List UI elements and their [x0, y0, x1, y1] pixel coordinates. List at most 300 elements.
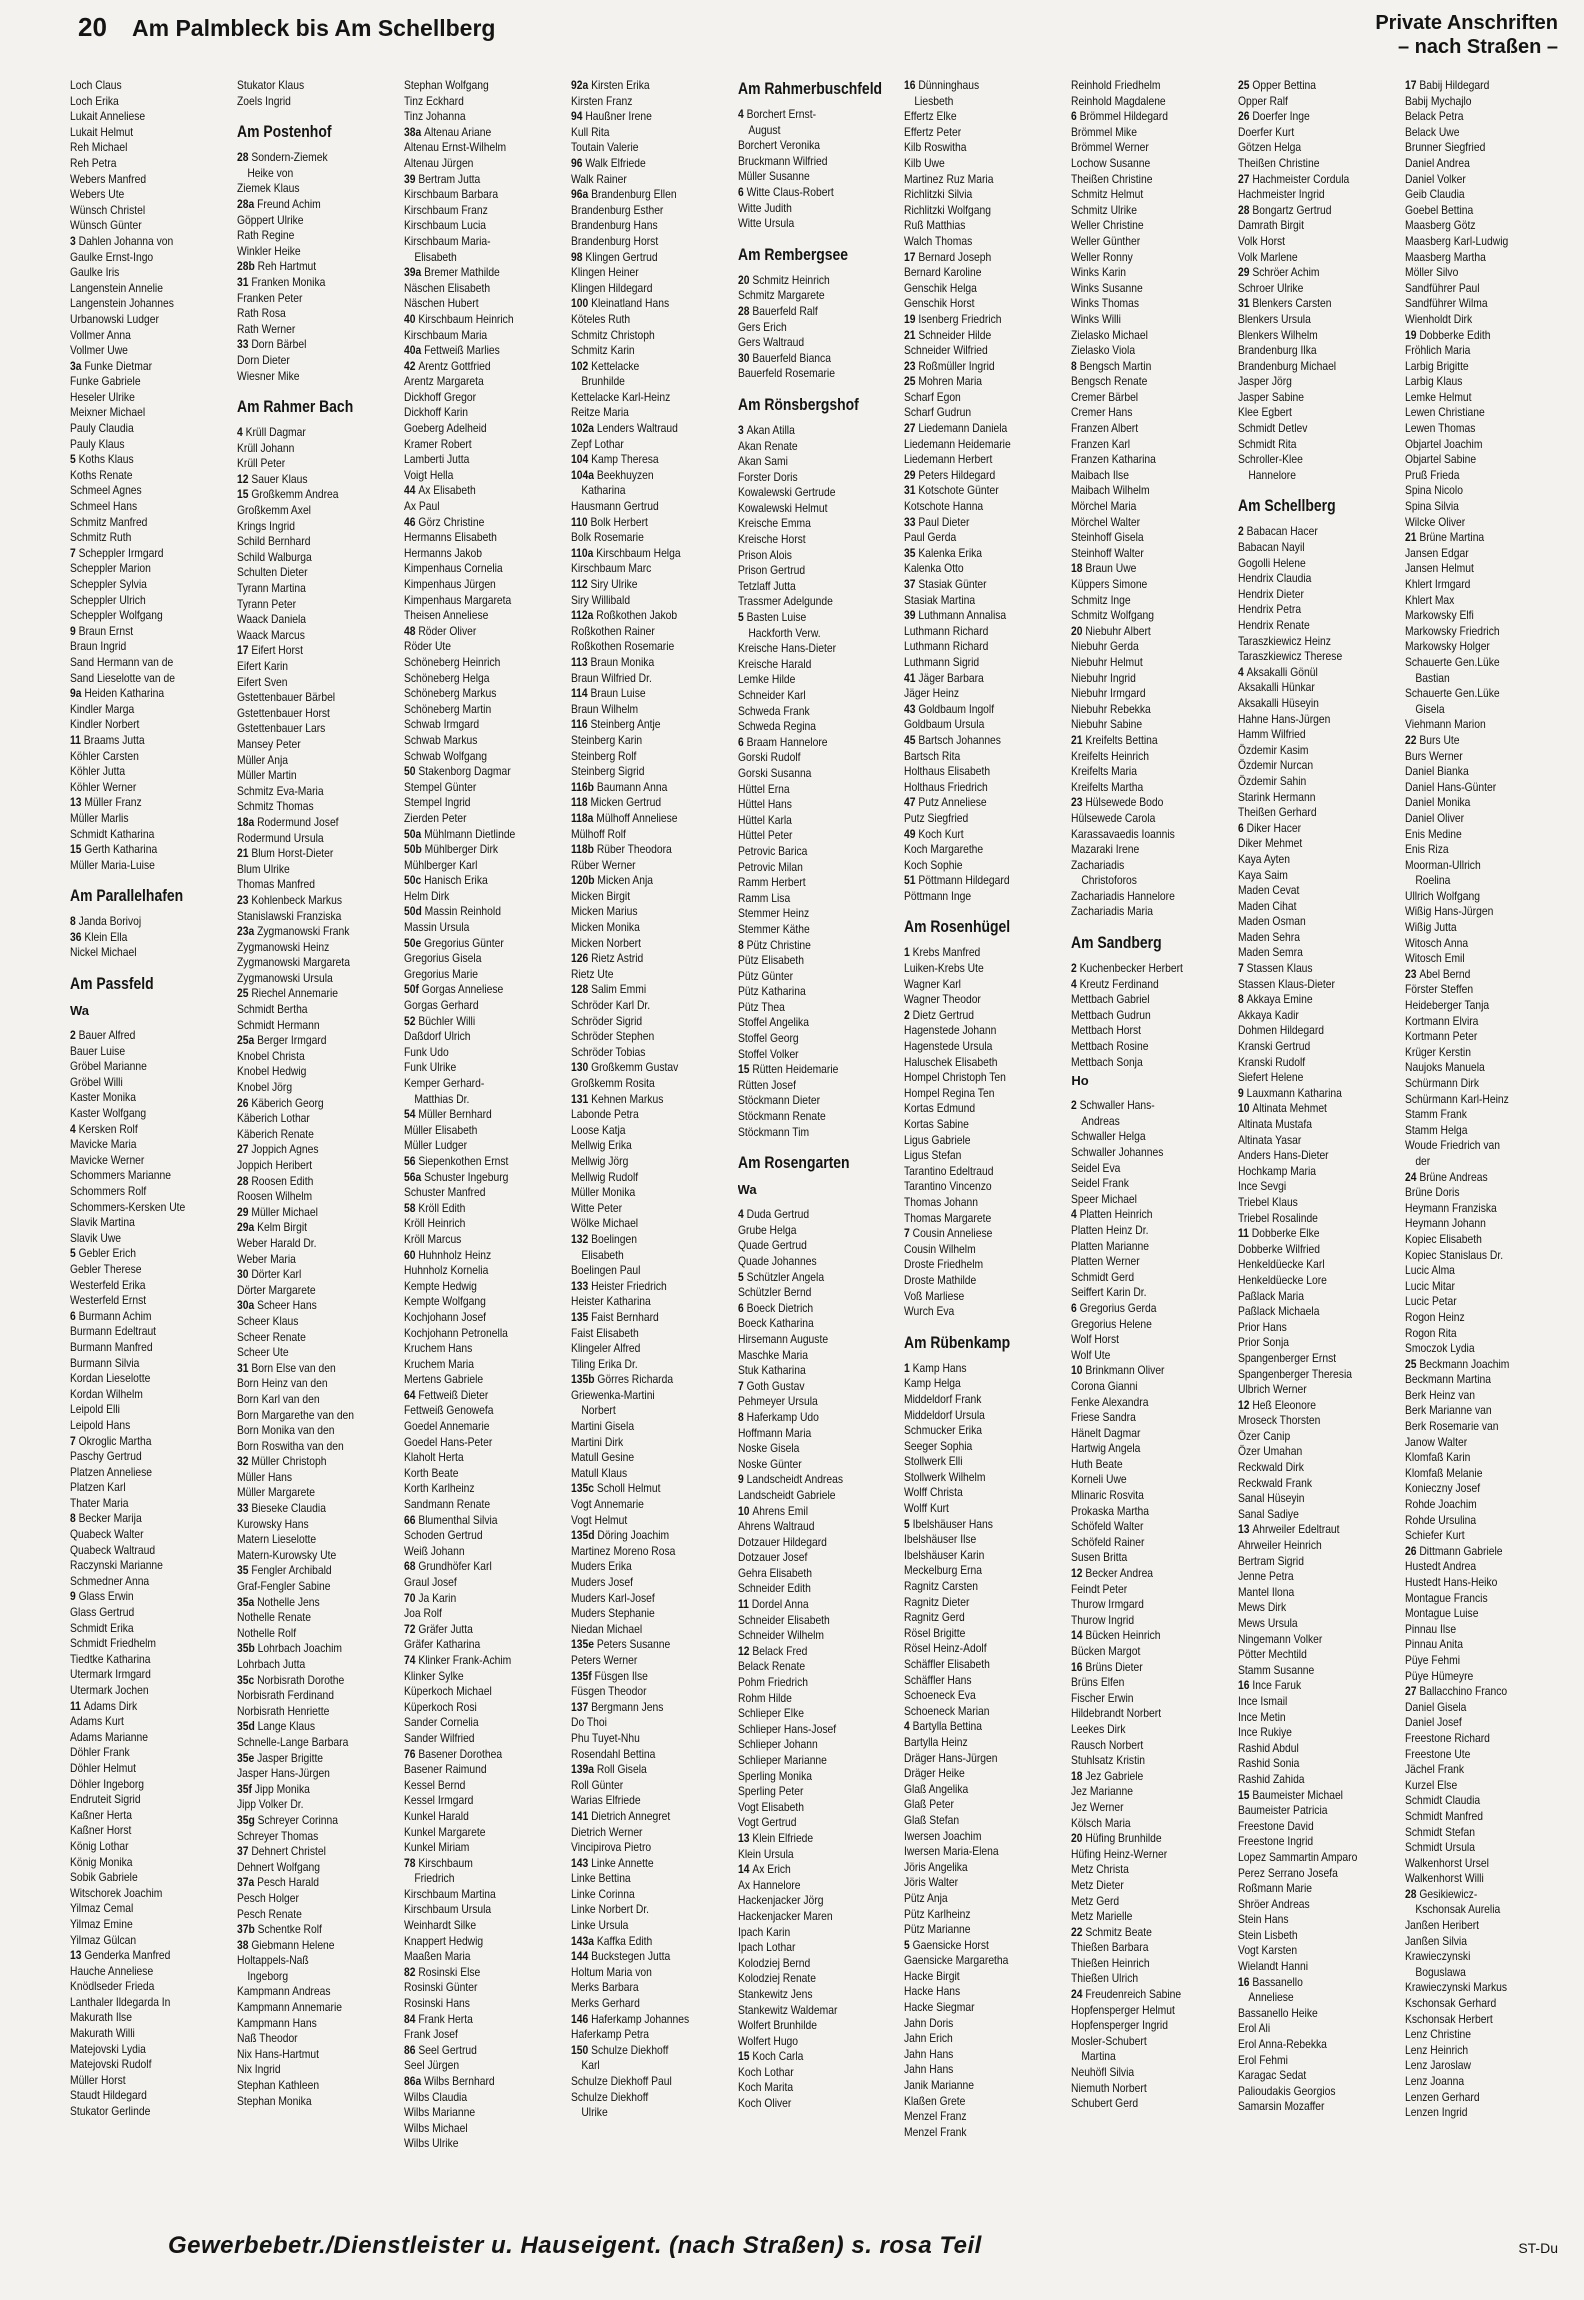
- house-number: 116b: [570, 779, 597, 794]
- resident-name: Bieseke Claudia: [251, 1501, 326, 1516]
- resident-entry: [1071, 1207, 1235, 1223]
- resident-entry: Gregorius Marie: [403, 966, 478, 981]
- resident-entry: Rietz Ute: [570, 966, 614, 981]
- resident-entry: Rütten Josef: [737, 1077, 796, 1092]
- resident-entry: [404, 1559, 568, 1575]
- house-number: 39: [904, 608, 919, 623]
- resident-entry: Jez Werner: [1071, 1799, 1124, 1814]
- resident-entry: [904, 1719, 1068, 1735]
- resident-entry: Holtum Maria von: [570, 1964, 652, 1979]
- resident-name: Braun Uwe: [1085, 561, 1137, 576]
- house-number: 132: [570, 1231, 591, 1246]
- house-number: 6: [737, 734, 747, 749]
- resident-entry: Paßlack Maria: [1238, 1288, 1305, 1303]
- house-number: 40: [403, 311, 419, 326]
- resident-entry: Brandenburg Michael: [1238, 358, 1337, 373]
- resident-entry: Püye Fehmi: [1405, 1652, 1461, 1667]
- house-number: 20: [1071, 1831, 1086, 1846]
- resident-entry: Phu Tuyet-Nhu: [570, 1730, 640, 1745]
- resident-entry: Scheppler Wolfgang: [70, 608, 163, 623]
- resident-entry: Daniel Andrea: [1405, 155, 1470, 170]
- resident-entry: Kröll Heinrich: [403, 1216, 466, 1231]
- resident-entry: Kreifelts Heinrich: [1071, 748, 1150, 763]
- directory-column: [404, 78, 569, 2206]
- resident-entry: Weller Christine: [1071, 218, 1144, 233]
- street-heading: Am Rübenkamp: [904, 1332, 1011, 1352]
- resident-entry: [404, 982, 568, 998]
- entry-continuation: Heike von: [247, 165, 294, 180]
- resident-entry: Stemmer Käthe: [737, 921, 810, 936]
- resident-entry: Maibach Ilse: [1071, 467, 1130, 482]
- resident-entry: [571, 1809, 735, 1825]
- resident-entry: Jäger Heinz: [904, 686, 960, 701]
- resident-entry: Toutain Valerie: [570, 140, 639, 155]
- resident-entry: Steinhoff Walter: [1071, 545, 1145, 560]
- resident-entry: [904, 468, 1068, 484]
- resident-entry: Mettbach Horst: [1071, 1023, 1142, 1038]
- resident-entry: Kirschbaum Maria: [403, 327, 487, 342]
- resident-entry: Triebel Rosalinde: [1238, 1210, 1319, 1225]
- house-number: 32: [236, 1454, 252, 1469]
- resident-entry: Kranski Gertrud: [1238, 1039, 1311, 1054]
- resident-entry: [571, 780, 735, 796]
- resident-entry: Liedemann Herbert: [904, 452, 993, 467]
- resident-entry: Schmidt Rita: [1238, 436, 1297, 451]
- resident-entry: Hagenstede Ursula: [904, 1039, 993, 1054]
- resident-name: Diker Hacer: [1246, 820, 1302, 835]
- resident-entry: Pütz Anja: [904, 1890, 949, 1905]
- resident-entry: Weber Harald Dr.: [236, 1235, 317, 1250]
- resident-entry: Kröll Marcus: [403, 1231, 462, 1246]
- resident-entry: Taraszkiewicz Therese: [1238, 649, 1343, 664]
- resident-name: Faist Bernhard: [590, 1309, 659, 1324]
- resident-entry: Witte Judith: [737, 200, 792, 215]
- resident-entry: [1071, 977, 1235, 993]
- resident-entry: Schmitz Ruth: [70, 530, 132, 545]
- resident-entry: Gaensicke Margaretha: [904, 1953, 1009, 1968]
- resident-entry: Walk Rainer: [570, 171, 627, 186]
- resident-entry: Rashid Zahida: [1238, 1771, 1305, 1786]
- resident-entry: Korth Karlheinz: [403, 1481, 475, 1496]
- house-number: 130: [570, 1060, 591, 1075]
- resident-entry: Lenz Christine: [1405, 2027, 1472, 2042]
- resident-name: Dehnert Christel: [251, 1844, 326, 1859]
- resident-entry: Schmitz Thomas: [236, 799, 314, 814]
- house-number: 120b: [570, 873, 598, 888]
- house-number: 96a: [570, 187, 591, 202]
- resident-entry: Jansen Helmut: [1405, 561, 1474, 576]
- house-number: 30: [236, 1267, 252, 1282]
- resident-entry: [70, 1699, 234, 1715]
- resident-name: Adams Dirk: [83, 1698, 138, 1713]
- resident-entry: Cremer Hans: [1071, 405, 1133, 420]
- resident-entry: Hendrix Claudia: [1238, 571, 1312, 586]
- house-number: 25: [236, 986, 252, 1001]
- resident-entry: [571, 1856, 735, 1872]
- resident-name: Baumeister Michael: [1252, 1787, 1344, 1802]
- resident-entry: Winks Karin: [1071, 265, 1127, 280]
- resident-entry: [237, 1142, 401, 1158]
- resident-entry: Schoeneck Marian: [904, 1703, 990, 1718]
- directory-column: [571, 78, 736, 2206]
- resident-entry: Thater Maria: [70, 1495, 129, 1510]
- resident-name: Kohlenbeck Markus: [251, 892, 342, 907]
- resident-entry: Staudt Hildegard: [70, 2088, 147, 2103]
- resident-entry: [1238, 296, 1402, 312]
- street-heading: Am Rahmer Bach: [236, 397, 354, 417]
- resident-entry: Schmidt Claudia: [1405, 1793, 1481, 1808]
- resident-name: Franken Monika: [251, 274, 326, 289]
- resident-entry: Franzen Karl: [1071, 436, 1131, 451]
- resident-entry: Blenkers Wilhelm: [1238, 327, 1318, 342]
- resident-entry: Seel Jürgen: [403, 2058, 459, 2073]
- resident-entry: [571, 795, 735, 811]
- resident-name: Pöttmann Hildegard: [918, 873, 1011, 888]
- resident-entry: [738, 1831, 902, 1847]
- house-number: 135f: [570, 1668, 595, 1683]
- house-number: 98: [570, 249, 586, 264]
- resident-entry: Kemper Gerhard-: [403, 1076, 485, 1090]
- resident-entry: Daniel Hans-Günter: [1405, 779, 1497, 794]
- resident-entry: Lemke Helmut: [1405, 389, 1472, 404]
- resident-name: Ballacchino Franco: [1419, 1684, 1508, 1699]
- resident-entry: Koch Oliver: [737, 2096, 791, 2111]
- resident-entry: Zachariadis Hannelore: [1071, 888, 1176, 903]
- resident-entry: Vogt Helmut: [570, 1512, 627, 1527]
- resident-entry: Schroller-Klee: [1238, 452, 1304, 467]
- resident-entry: Bassanello Heike: [1238, 2005, 1318, 2020]
- resident-entry: Großkemm Axel: [236, 503, 311, 518]
- resident-entry: Kolodziej Bernd: [737, 1955, 810, 1970]
- resident-entry: [1405, 1544, 1569, 1560]
- resident-name: Dörter Karl: [251, 1267, 302, 1282]
- resident-entry: Aksakalli Hüseyin: [1238, 695, 1320, 710]
- resident-entry: Döhler Helmut: [70, 1760, 136, 1775]
- resident-entry: Braun Ingrid: [70, 639, 127, 654]
- resident-entry: Vollmer Uwe: [70, 343, 128, 358]
- resident-entry: Tyrann Peter: [236, 596, 296, 611]
- resident-name: Gerth Katharina: [84, 842, 158, 857]
- resident-entry: Schäffler Hans: [904, 1672, 972, 1687]
- resident-entry: Großkemm Rosita: [570, 1076, 655, 1090]
- resident-entry: Zepf Lothar: [570, 436, 624, 451]
- resident-entry: Ax Paul: [403, 499, 440, 514]
- resident-entry: [404, 2043, 568, 2059]
- resident-entry: Dotzauer Josef: [737, 1550, 807, 1565]
- house-number: 49: [904, 826, 919, 841]
- entry-continuation: Boguslawa: [1415, 1964, 1466, 1979]
- resident-entry: Freestone Ingrid: [1238, 1834, 1314, 1849]
- resident-name: Boelingen: [590, 1231, 637, 1246]
- resident-entry: Quade Johannes: [737, 1254, 817, 1268]
- resident-entry: Rashid Abdul: [1238, 1740, 1300, 1755]
- resident-entry: Viehmann Marion: [1405, 717, 1486, 732]
- resident-entry: Scheppler Marion: [70, 561, 151, 576]
- resident-name: Janda Borivoj: [78, 914, 142, 929]
- resident-entry: Hustedt Hans-Heiko: [1405, 1575, 1498, 1589]
- resident-entry: Burmann Edeltraut: [70, 1324, 157, 1339]
- resident-entry: [237, 1096, 401, 1112]
- resident-entry: Lenzen Gerhard: [1405, 2089, 1480, 2104]
- resident-entry: Schoeneck Eva: [904, 1688, 977, 1703]
- resident-entry: Dohmen Hildegard: [1238, 1023, 1325, 1038]
- resident-entry: Born Roswitha van den: [236, 1438, 344, 1453]
- resident-entry: Schmidt Stefan: [1405, 1824, 1476, 1839]
- resident-entry: [404, 1014, 568, 1030]
- resident-name: Kehnen Markus: [590, 1091, 664, 1106]
- resident-name: Jasper Brigitte: [256, 1750, 323, 1765]
- resident-name: Scheer Hans: [256, 1298, 317, 1313]
- resident-entry: [404, 1154, 568, 1170]
- house-number: 60: [403, 1247, 419, 1262]
- resident-entry: Raczynski Marianne: [70, 1558, 163, 1573]
- resident-entry: Platten Werner: [1071, 1254, 1140, 1269]
- house-number: 31: [236, 274, 252, 289]
- resident-entry: Hendrix Renate: [1238, 618, 1310, 632]
- resident-entry: [904, 1008, 1068, 1024]
- resident-entry: Brandenburg Horst: [570, 233, 658, 248]
- resident-name: Grundhöfer Karl: [418, 1559, 492, 1574]
- resident-entry: Rogon Heinz: [1405, 1309, 1465, 1324]
- resident-entry: Stempel Ingrid: [403, 795, 471, 810]
- resident-entry: Jahn Hans: [904, 2046, 954, 2061]
- house-number: 28a: [236, 196, 257, 211]
- resident-entry: [1405, 328, 1569, 344]
- resident-entry: Hermanns Elisabeth: [403, 530, 497, 545]
- resident-entry: Paßlack Michaela: [1238, 1304, 1320, 1319]
- resident-entry: Koch Margarethe: [904, 842, 984, 857]
- resident-entry: Käberich Renate: [236, 1126, 314, 1141]
- resident-name: Beekhuyzen: [596, 467, 654, 482]
- resident-entry: Wilbs Claudia: [403, 2089, 467, 2104]
- resident-entry: Kruchem Maria: [403, 1356, 474, 1371]
- resident-entry: Krawieczynski Markus: [1405, 1980, 1508, 1995]
- resident-entry: Mellwig Rudolf: [570, 1169, 638, 1184]
- resident-entry: Heymann Johann: [1405, 1216, 1487, 1231]
- resident-entry: Schwab Markus: [403, 732, 478, 747]
- resident-name: Gebler Erich: [78, 1246, 136, 1261]
- resident-entry: [904, 328, 1068, 344]
- resident-entry: Meckelburg Erna: [904, 1563, 983, 1578]
- house-number: 8: [1238, 992, 1247, 1007]
- resident-entry: Mellwig Jörg: [570, 1153, 629, 1168]
- resident-name: Ince Faruk: [1252, 1678, 1302, 1693]
- resident-entry: Steinberg Karin: [570, 732, 642, 747]
- resident-entry: Schmidt Katharina: [70, 826, 155, 841]
- resident-name: Schmitz Beate: [1085, 1924, 1153, 1939]
- resident-entry: Gogolli Helene: [1238, 555, 1306, 570]
- resident-entry: Utermark Jochen: [70, 1683, 149, 1697]
- resident-entry: Kaßner Horst: [70, 1823, 132, 1838]
- resident-entry: Pruß Frieda: [1405, 467, 1460, 482]
- resident-entry: Matull Gesine: [570, 1450, 634, 1465]
- house-number: 47: [904, 795, 919, 810]
- resident-entry: Schröder Karl Dr.: [570, 998, 650, 1013]
- resident-entry: [571, 546, 735, 562]
- resident-entry: Schild Bernhard: [236, 534, 311, 549]
- resident-entry: Roßkothen Rainer: [570, 623, 655, 638]
- resident-entry: Zygmanowski Margareta: [236, 955, 350, 970]
- resident-entry: Gorski Susanna: [737, 765, 811, 780]
- resident-entry: Stoffel Georg: [737, 1031, 799, 1046]
- house-number: 18a: [236, 814, 257, 829]
- resident-name: Becker Andrea: [1085, 1566, 1154, 1581]
- resident-entry: Kirsten Franz: [570, 93, 633, 108]
- resident-entry: Müller Ludger: [403, 1138, 467, 1153]
- resident-entry: Gstettenbauer Lars: [236, 721, 326, 736]
- resident-name: Huhnholz Heinz: [418, 1247, 491, 1262]
- resident-name: Schützler Angela: [746, 1269, 824, 1284]
- resident-entry: Noske Gisela: [737, 1441, 799, 1456]
- resident-entry: [404, 842, 568, 858]
- house-number: 29: [236, 1204, 252, 1219]
- resident-entry: Stukator Gerlinde: [70, 2104, 151, 2119]
- resident-entry: [571, 250, 735, 266]
- house-number: 4: [737, 107, 747, 121]
- resident-name: Großkemm Andrea: [251, 487, 339, 502]
- house-number: 8: [737, 1409, 747, 1424]
- resident-entry: Pütz Karlheinz: [904, 1906, 971, 1921]
- resident-entry: Müller Anja: [236, 752, 288, 767]
- resident-entry: [571, 1637, 735, 1653]
- resident-entry: Roßmann Marie: [1238, 1881, 1313, 1896]
- resident-entry: [738, 1379, 902, 1395]
- resident-entry: Altinata Mustafa: [1238, 1117, 1313, 1131]
- resident-entry: Volk Horst: [1238, 233, 1286, 248]
- house-number: 52: [403, 1013, 419, 1028]
- resident-entry: Spina Nicolo: [1405, 483, 1464, 498]
- resident-entry: König Lothar: [70, 1838, 129, 1853]
- resident-entry: Grube Helga: [737, 1222, 797, 1237]
- resident-entry: [404, 172, 568, 188]
- resident-entry: Holthaus Friedrich: [904, 779, 989, 794]
- resident-entry: Ragnitz Carsten: [904, 1579, 979, 1594]
- resident-entry: Brüne Doris: [1405, 1185, 1460, 1200]
- house-number: 50b: [403, 842, 425, 857]
- resident-name: Kleinatland Hans: [590, 296, 669, 311]
- resident-name: Wilbs Bernhard: [423, 2074, 495, 2088]
- resident-entry: Lenz Jaroslaw: [1405, 2058, 1472, 2073]
- house-number: 37: [904, 577, 919, 591]
- resident-name: Kirschbaum Helga: [595, 545, 681, 560]
- resident-name: Rüber Theodora: [596, 842, 672, 857]
- house-number: 51: [904, 873, 919, 888]
- resident-entry: Walkenhorst Ursel: [1405, 1855, 1490, 1870]
- resident-entry: Bertram Sigrid: [1238, 1553, 1305, 1568]
- resident-entry: Kreische Horst: [737, 532, 806, 547]
- resident-entry: Fischer Erwin: [1071, 1690, 1134, 1705]
- resident-entry: Pesch Holger: [236, 1890, 299, 1905]
- resident-entry: [70, 842, 234, 858]
- resident-entry: [237, 197, 401, 213]
- resident-entry: Weber Maria: [236, 1251, 296, 1266]
- resident-entry: [404, 1965, 568, 1981]
- resident-entry: Scheer Renate: [236, 1329, 306, 1344]
- resident-entry: Küppers Simone: [1071, 577, 1148, 591]
- resident-name: Kamp Theresa: [590, 452, 659, 467]
- resident-entry: Thomas Johann: [904, 1194, 979, 1209]
- entry-continuation: Roelina: [1415, 873, 1451, 888]
- resident-entry: Belack Renate: [737, 1659, 805, 1674]
- house-number: 35g: [236, 1812, 258, 1827]
- resident-entry: Middeldorf Ursula: [904, 1407, 986, 1422]
- resident-entry: [1238, 961, 1402, 977]
- resident-entry: Utermark Irmgard: [70, 1667, 151, 1682]
- house-number: 23: [904, 358, 919, 373]
- resident-entry: Stöckmann Tim: [737, 1124, 809, 1139]
- resident-entry: Wilbs Michael: [403, 2120, 468, 2135]
- house-number: 11: [70, 1698, 84, 1713]
- resident-entry: Sanal Sadiye: [1238, 1506, 1300, 1521]
- resident-entry: Gstettenbauer Horst: [236, 705, 330, 720]
- resident-entry: Maasberg Karl-Ludwig: [1405, 233, 1509, 248]
- directory-column: [1071, 78, 1236, 2206]
- entry-continuation: Gisela: [1415, 701, 1445, 716]
- resident-entry: Linke Norbert Dr.: [570, 1902, 649, 1917]
- resident-entry: [738, 938, 902, 954]
- resident-entry: Ulbrich Werner: [1238, 1382, 1307, 1397]
- resident-entry: Klingeler Alfred: [570, 1341, 641, 1356]
- resident-entry: Westerfeld Ernst: [70, 1293, 147, 1308]
- resident-name: Goth Gustav: [746, 1378, 805, 1393]
- resident-entry: Helm Dirk: [403, 888, 450, 903]
- resident-entry: Kunkel Miriam: [403, 1840, 470, 1855]
- resident-entry: Kindler Marga: [70, 701, 135, 716]
- house-number: 21: [236, 846, 252, 861]
- resident-name: Becker Marija: [78, 1511, 142, 1526]
- resident-entry: Langenstein Annelie: [70, 280, 163, 295]
- resident-entry: [70, 546, 234, 562]
- resident-entry: Lamberti Jutta: [403, 452, 470, 467]
- resident-entry: Janßen Silvia: [1405, 1933, 1468, 1948]
- resident-entry: Pöttmann Inge: [904, 888, 972, 903]
- resident-entry: Hopfensperger Ingrid: [1071, 2018, 1169, 2033]
- resident-name: Babij Hildegard: [1419, 78, 1490, 92]
- resident-entry: Mews Ursula: [1238, 1616, 1298, 1630]
- resident-entry: Mettbach Rosine: [1071, 1039, 1149, 1054]
- resident-entry: Stephan Wolfgang: [403, 78, 489, 92]
- resident-entry: [904, 1226, 1068, 1242]
- resident-entry: [237, 1033, 401, 1049]
- resident-entry: Stanislawski Franziska: [236, 908, 342, 923]
- resident-entry: [904, 515, 1068, 531]
- resident-name: Dahlen Johanna von: [78, 233, 174, 248]
- resident-entry: [1405, 733, 1569, 749]
- resident-name: Kuchenbecker Herbert: [1079, 961, 1184, 976]
- resident-entry: Schlieper Elke: [737, 1706, 804, 1721]
- house-number: 46: [403, 514, 419, 529]
- resident-entry: Graul Josef: [403, 1575, 457, 1589]
- resident-entry: Karassavaedis Ioannis: [1071, 826, 1176, 841]
- resident-entry: Merks Gerhard: [570, 1996, 640, 2011]
- resident-entry: [571, 1669, 735, 1685]
- house-number: 50a: [403, 826, 424, 841]
- resident-name: Rodermund Josef: [256, 814, 339, 829]
- resident-entry: Voß Marliese: [904, 1288, 965, 1303]
- resident-entry: Voigt Hella: [403, 467, 454, 482]
- resident-entry: Bauer Luise: [70, 1043, 126, 1058]
- house-number: 24: [1071, 1987, 1086, 2002]
- resident-entry: [1071, 109, 1235, 125]
- house-number: 15: [737, 2049, 752, 2064]
- resident-entry: Roßkothen Rosemarie: [570, 639, 674, 654]
- resident-entry: Thießen Barbara: [1071, 1940, 1149, 1955]
- resident-entry: Jez Marianne: [1071, 1784, 1134, 1799]
- resident-name: Kreutz Ferdinand: [1079, 976, 1160, 991]
- resident-entry: Pohm Friedrich: [737, 1675, 808, 1690]
- resident-name: Kotschote Günter: [918, 483, 1000, 498]
- resident-entry: Muders Stephanie: [570, 1606, 655, 1621]
